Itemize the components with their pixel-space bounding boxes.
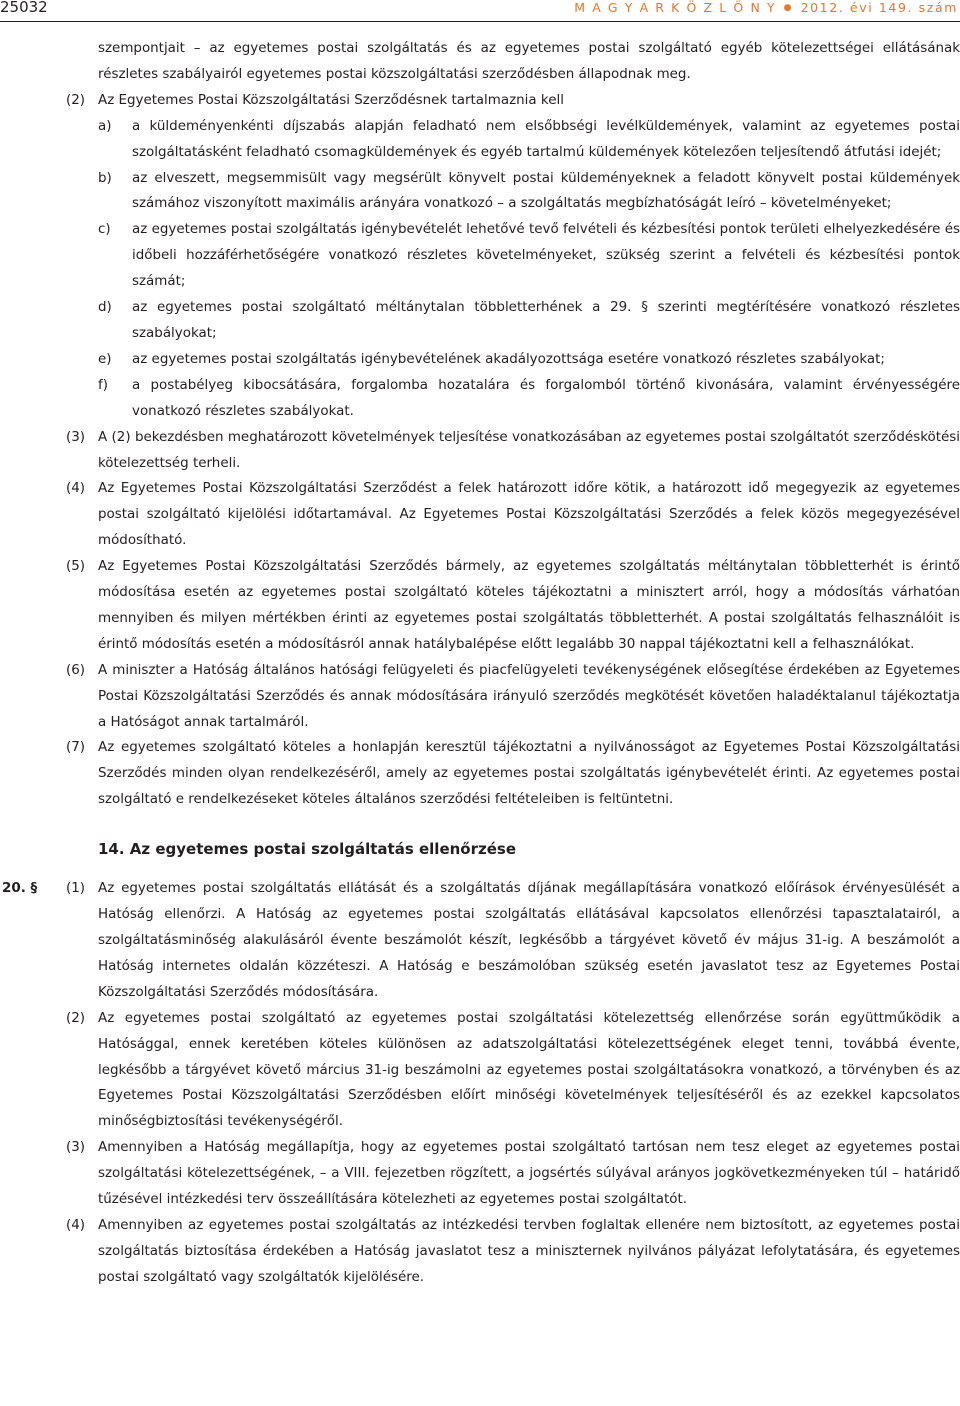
page-number: 25032 — [0, 0, 48, 16]
item-letter: d) — [98, 300, 112, 316]
paragraph-number: (4) — [66, 1217, 86, 1233]
item-text: a postabélyeg kibocsátására, forgalomba hozatalára és forgalomból történő kivonására, valamint érvényességére vonatkozó részletes szabályokat. — [132, 377, 960, 419]
paragraph-4 — [0, 476, 960, 554]
paragraph-2 — [0, 88, 960, 114]
journal-title: M A G Y A R K Ö Z L Ö N Y — [574, 0, 777, 15]
paragraph-text: Amennyiben az egyetemes postai szolgáltatás az intézkedési tervben foglaltak ellenére nem biztosított, az egyetemes postai szolgáltatás biztosítása érdekében a Hatóság javaslatot tesz a miniszternek nyilvános pályázat lefolytatására, és egyetemes postai szolgáltató vagy szolgáltatók kijelölésére. — [98, 1217, 960, 1285]
section-number: 20. § — [2, 881, 38, 897]
paragraph-number: (2) — [66, 1010, 86, 1026]
paragraph-number: (1) — [66, 881, 86, 897]
section-20-paragraph-4 — [0, 1213, 960, 1291]
section-20-paragraph-3 — [0, 1135, 960, 1213]
list-item-b — [0, 166, 960, 218]
paragraph-number: (3) — [66, 429, 86, 445]
section-heading: 14. Az egyetemes postai szolgáltatás ellenőrzése — [98, 840, 517, 859]
section-20-paragraph-1 — [0, 876, 960, 1006]
item-letter: f) — [98, 377, 108, 393]
list-item-c — [0, 217, 960, 295]
list-item-d — [0, 295, 960, 347]
paragraph-text: A (2) bekezdésben meghatározott követelmények teljesítése vonatkozásában az egyetemes postai szolgáltatót szerződéskötési kötelezettség terheli. — [98, 429, 960, 471]
paragraph-text: Az egyetemes postai szolgáltatás ellátását és a szolgáltatás díjának megállapítására vonatkozó előírások érvényesülését a Hatóság ellenőrzi. A Hatóság az egyetemes postai szolgáltatás ellátásával kapcsolatos ellenőrzési tapasztalatairól, a szolgáltatásminőség alakulásáról évente beszámolót készít, legkésőbb a tárgyévet követő év május 31-ig. A beszámolót a Hatóság internetes oldalán közzéteszi. A Hatóság e beszámolóban szükség esetén javaslatot tesz az Egyetemes Postai Közszolgáltatási Szerződés módosítására. — [98, 881, 960, 1000]
list-item-a — [0, 114, 960, 166]
paragraph-6 — [0, 658, 960, 736]
paragraph-7 — [0, 735, 960, 813]
intro-paragraph: szempontjait – az egyetemes postai szolgáltatás és az egyetemes postai szolgáltató egyéb kötelezettségei ellátásának részletes szabályairól egyetemes postai közszolgáltatási szerződésben állapodnak meg. — [98, 41, 960, 82]
list-item-f — [0, 373, 960, 425]
paragraph-text: Az Egyetemes Postai Közszolgáltatási Szerződés bármely, az egyetemes szolgáltatás méltánytalan többletterhét is érintő módosítása esetén az egyetemes postai szolgáltató köteles tájékoztatni a minisztert arról, hogy a módosítás várhatóan mennyiben és milyen mértékben érinti az egyetemes postai szolgáltatás többletterhét. A postai szolgáltatás felhasználóit is érintő módosítás esetén a módosításról annak hatálybalépése előtt legalább 30 nappal tájékoztatni kell a felhasználókat. — [98, 559, 960, 652]
item-letter: c) — [98, 222, 111, 238]
item-letter: e) — [98, 351, 112, 367]
item-letter: b) — [98, 170, 112, 186]
paragraph-number: (7) — [66, 740, 86, 756]
paragraph-text: Az Egyetemes Postai Közszolgáltatási Szerződésnek tartalmaznia kell — [98, 92, 564, 108]
paragraph-3 — [0, 425, 960, 477]
paragraph-number: (4) — [66, 481, 86, 497]
document-body — [0, 36, 960, 1291]
item-text: az elveszett, megsemmisült vagy megsérült könyvelt postai küldeményeknek a feladott könyvelt postai küldemények számához viszonyított maximális arányára vonatkozó – a szolgáltatás megbízhatóságát leíró – követelményeket; — [132, 170, 960, 212]
paragraph-5 — [0, 554, 960, 658]
item-letter: a) — [98, 118, 112, 134]
paragraph-text: Az egyetemes postai szolgáltató az egyetemes postai szolgáltatási kötelezettség ellenőrzése során együttműködik a Hatósággal, ennek keretében köteles különösen az adatszolgáltatási kötelezettségének eleget tenni, továbbá évente, legkésőbb a tárgyévet követő március 31-ig beszámolni az egyetemes postai szolgáltatásokra vonatkozó, a törvényben és az Egyetemes Postai Közszolgáltatási Szerződésben előírt minőségi követelmények teljesítéséről és az ezekkel kapcsolatos minőségbiztosítási tevékenységéről. — [98, 1010, 960, 1130]
paragraph-text: Az egyetemes szolgáltató köteles a honlapján keresztül tájékoztatni a nyilvánosságot az Egyetemes Postai Közszolgáltatási Szerződés minden olyan rendelkezéséről, amely az egyetemes postai szolgáltatás igénybevételét érinti. Az egyetemes postai szolgáltató e rendelkezéseket köteles általános szerződési feltételeiben is feltüntetni. — [98, 740, 960, 808]
item-text: az egyetemes postai szolgáltatás igénybevételének akadályozottsága esetére vonatkozó részletes szabályokat; — [132, 351, 885, 367]
list-item-e — [0, 347, 960, 373]
paragraph-text: Amennyiben a Hatóság megállapítja, hogy az egyetemes postai szolgáltató tartósan nem tesz eleget az egyetemes postai szolgáltatási kötelezettségének, – a VIII. fejezetben rögzített, a jogsértés súlyával arányos jogkövetkezményeken túl – határidő tűzésével intézkedési terv összeállítására kötelezheti az egyetemes postai szolgáltatót. — [98, 1140, 960, 1208]
section-20-paragraph-2 — [0, 1006, 960, 1136]
paragraph-text: Az Egyetemes Postai Közszolgáltatási Szerződést a felek határozott időre kötik, a határozott idő megegyezik az egyetemes postai szolgáltató kijelölési időtartamával. Az Egyetemes Postai Közszolgáltatási Szerződés a felek közös megegyezésével módosítható. — [98, 481, 960, 549]
paragraph-number: (6) — [66, 662, 86, 678]
bullet-separator: ● — [779, 3, 798, 13]
paragraph-number: (2) — [66, 92, 86, 108]
paragraph-text: A miniszter a Hatóság általános hatósági felügyeleti és piacfelügyeleti tevékenységének elősegítése érdekében az Egyetemes Postai Közszolgáltatási Szerződés és annak módosítására irányuló szerződés megkötését követően haladéktalanul tájékoztatja a Hatóságot annak tartalmáról. — [98, 662, 960, 730]
issue-label: 2012. évi 149. szám — [800, 0, 958, 15]
running-title — [574, 0, 958, 15]
header-rule — [0, 21, 960, 22]
item-text: a küldeményenkénti díjszabás alapján feladható nem elsőbbségi levélküldemények, valamint az egyetemes postai szolgáltatásként feladható csomagküldemények és egyéb tartalmú küldemények kötelezően teljesítendő átfutási idejét; — [132, 118, 960, 160]
page-header — [0, 0, 960, 22]
item-text: az egyetemes postai szolgáltatás igénybevételét lehetővé tevő felvételi és kézbesítési pontok területi elhelyezkedésére és időbeli hozzáférhetőségére vonatkozó részletes követelményeket, szükség szerint a felvételi és kézbesítési pontok számát; — [132, 222, 960, 290]
paragraph-number: (5) — [66, 559, 86, 575]
paragraph-number: (3) — [66, 1140, 86, 1156]
item-text: az egyetemes postai szolgáltató méltánytalan többletterhének a 29. § szerinti megtérítésére vonatkozó részletes szabályokat; — [132, 300, 960, 341]
